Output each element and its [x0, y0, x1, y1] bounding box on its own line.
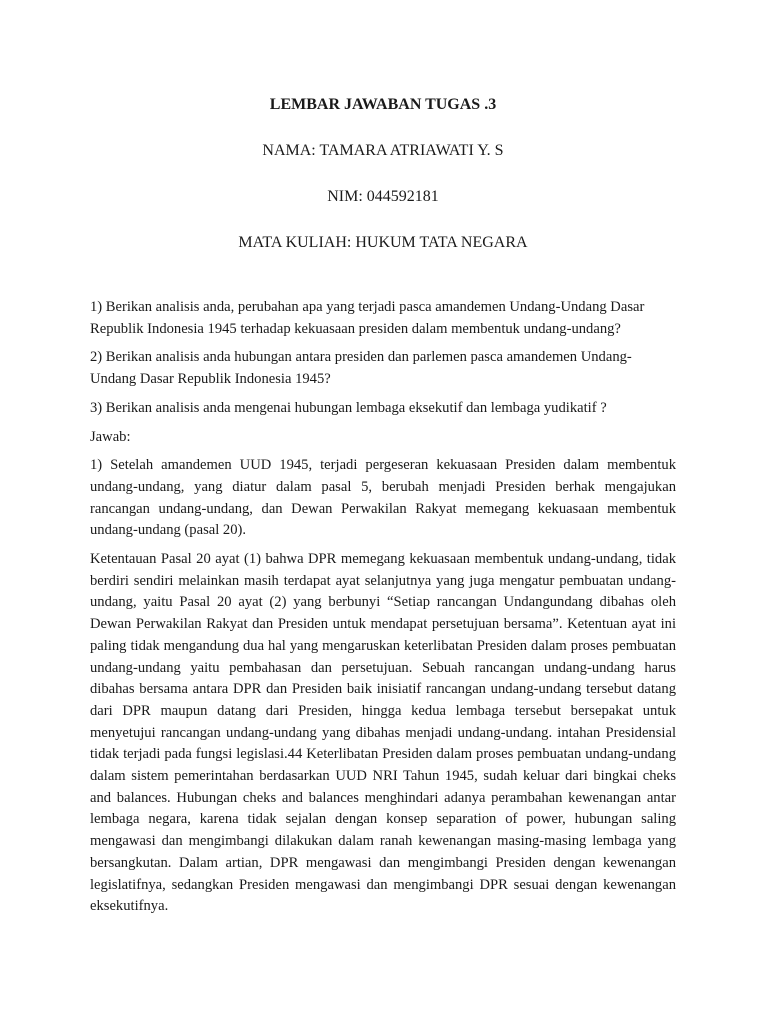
- document-page: [0, 95, 768, 1024]
- question-2: 2) Berikan analisis anda hubungan antara presiden dan parlemen pasca amandemen Undang-Undang Dasar Republik Indonesia 1945?: [90, 349, 632, 388]
- answer-paragraph-2: Ketentauan Pasal 20 ayat (1) bahwa DPR memegang kekuasaan membentuk undang-undang, tidak berdiri sendiri melainkan masih terdapat ayat selanjutnya yang juga mengatur pembuatan undang-undang, yaitu Pasal 20 ayat (2) yang berbunyi “Setiap rancangan Undangundang dibahas oleh Dewan Perwakilan Rakyat dan Presiden untuk mendapat persetujuan bersama”. Ketentuan ayat ini paling tidak mengandung dua hal yang mengaruskan keterlibatan Presiden dalam proses pembuatan undang-undang yaitu pembahasan dan persetujuan. Sebuah rancangan undang-undang harus dibahas bersama antara DPR dan Presiden baik inisiatif rancangan undang-undang tersebut datang dari DPR maupun datang dari Presiden, hingga kedua lembaga tersebut bersepakat untuk menyetujui rancangan undang-undang yang dibahas menjadi undang-undang. intahan Presidensial tidak terjadi pada fungsi legislasi.44 Keterlibatan Presiden dalam proses pembuatan undang-undang dalam sistem pemerintahan berdasarkan UUD NRI Tahun 1945, sudah keluar dari bingkai cheks and balances. Hubungan cheks and balances menghindari adanya perambahan kewenangan antar lembaga negara, karena tidak sejalan dengan konsep separation of power, hubungan saling mengawasi dan mengimbangi dilakukan dalam ranah kewenangan masing-masing lembaga yang bersangkutan. Dalam artian, DPR mengawasi dan mengimbangi Presiden dengan kewenangan legislatifnya, sedangkan Presiden mengawasi dan mengimbangi DPR sesuai dengan kewenangan eksekutifnya.: [90, 551, 676, 915]
- student-nim: NIM: 044592181: [327, 188, 439, 205]
- question-1: 1) Berikan analisis anda, perubahan apa yang terjadi pasca amandemen Undang-Undang Dasar Republik Indonesia 1945 terhadap kekuasaan presiden dalam membentuk undang-undang?: [90, 299, 645, 337]
- answer-paragraph-1: 1) Setelah amandemen UUD 1945, terjadi pergeseran kekuasaan Presiden dalam membentuk undang-undang, yang diatur dalam pasal 5, berubah menjadi Presiden berhak mengajukan rancangan undang-undang, dan Dewan Perwakilan Rakyat memegang kekuasaan membentuk undang-undang (pasal 20).: [90, 457, 676, 539]
- document-title: LEMBAR JAWABAN TUGAS .3: [269, 96, 497, 113]
- answer-label: Jawab:: [90, 428, 131, 445]
- document-header: [90, 95, 676, 253]
- course-name: MATA KULIAH: HUKUM TATA NEGARA: [238, 234, 528, 251]
- student-name: NAMA: TAMARA ATRIAWATI Y. S: [262, 142, 504, 159]
- question-3: 3) Berikan analisis anda mengenai hubungan lembaga eksekutif dan lembaga yudikatif ?: [90, 399, 607, 416]
- document-body: [90, 297, 676, 918]
